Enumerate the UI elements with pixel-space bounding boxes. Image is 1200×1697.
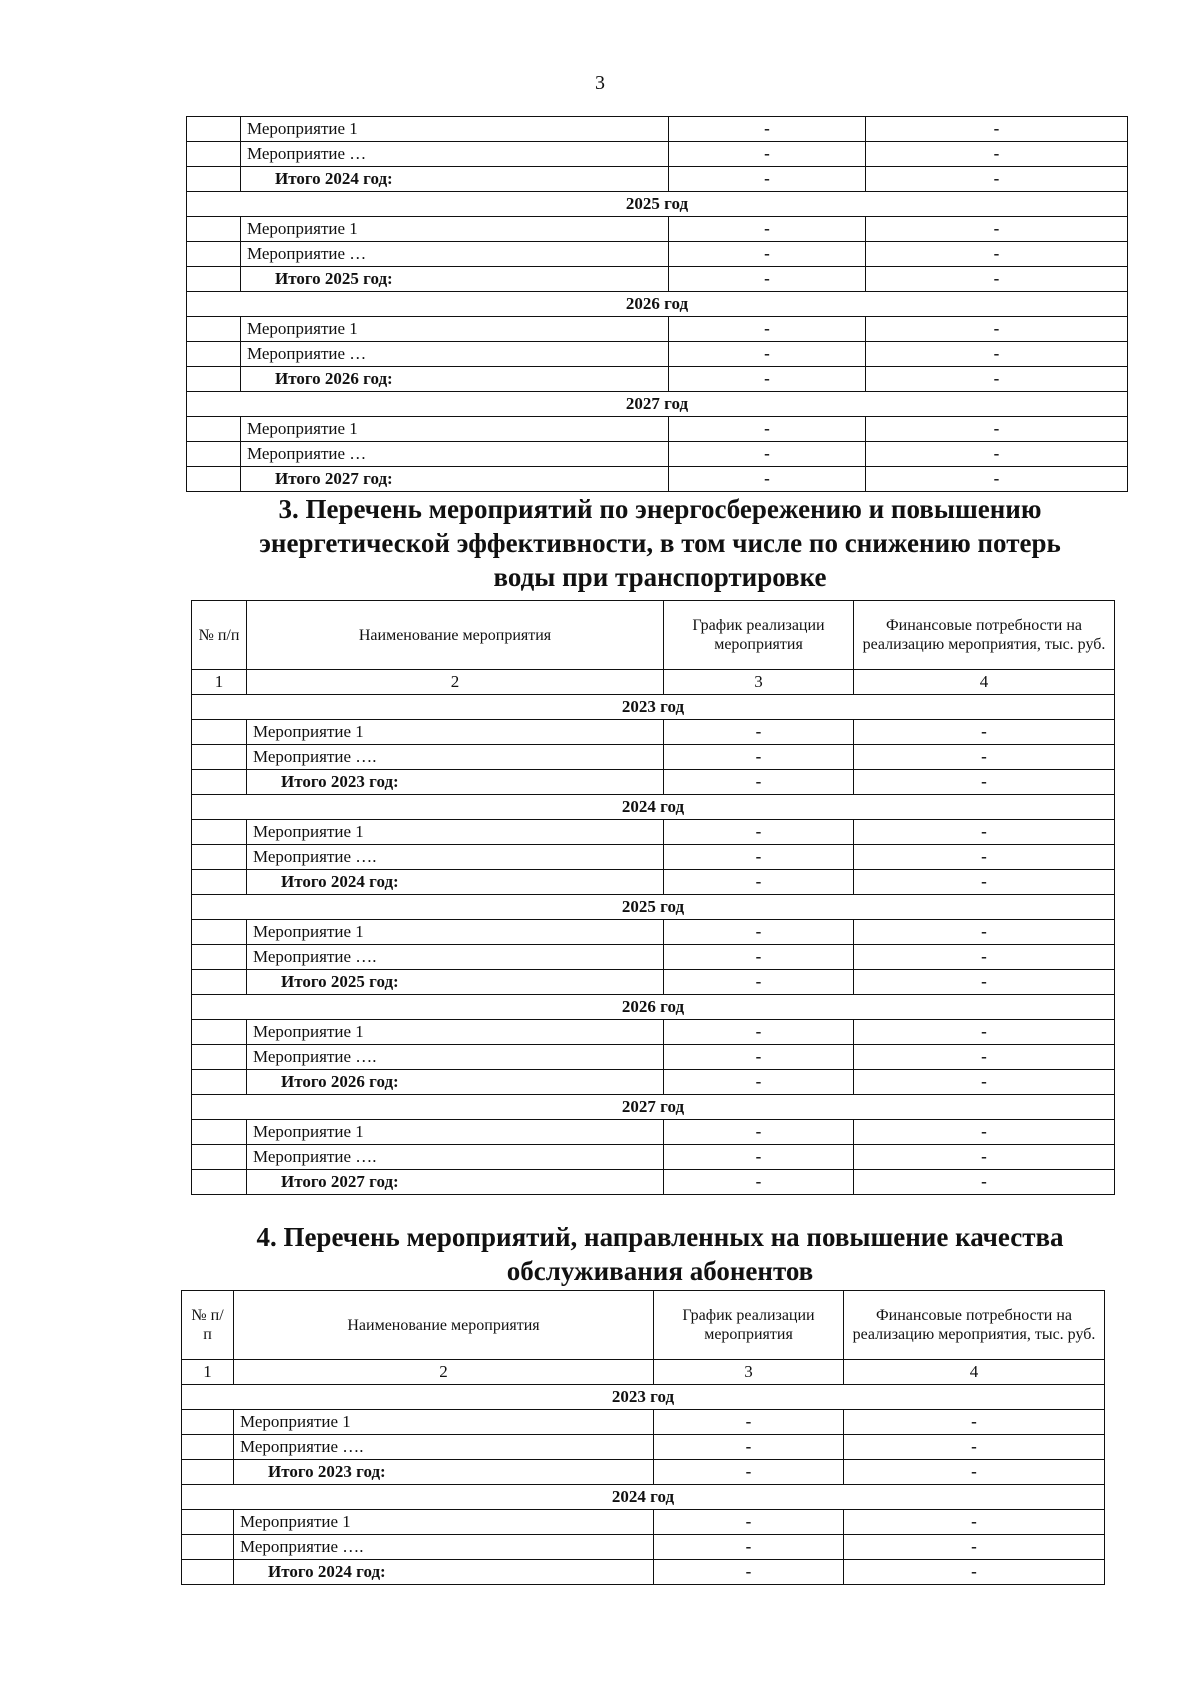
year-row <box>192 995 1115 1020</box>
finance-cell: - <box>844 1435 1105 1460</box>
finance-cell: - <box>854 845 1115 870</box>
finance-cell: - <box>866 467 1128 492</box>
event-name: Мероприятие 1 <box>234 1410 654 1435</box>
schedule-cell: - <box>664 1170 854 1195</box>
schedule-cell: - <box>669 167 866 192</box>
total-row <box>192 970 1115 995</box>
row-number-cell <box>187 217 241 242</box>
year-row <box>192 695 1115 720</box>
row-number-cell <box>192 1170 247 1195</box>
row-number-cell <box>182 1510 234 1535</box>
row-number-cell <box>182 1535 234 1560</box>
year-label: 2027 год <box>192 1095 1115 1120</box>
finance-cell: - <box>854 820 1115 845</box>
row-number-cell <box>187 342 241 367</box>
finance-cell: - <box>866 442 1128 467</box>
col-number: 2 <box>247 670 664 695</box>
schedule-cell: - <box>654 1560 844 1585</box>
year-row <box>187 292 1128 317</box>
total-label: Итого 2027 год: <box>241 467 669 492</box>
total-label: Итого 2024 год: <box>241 167 669 192</box>
table-row <box>182 1410 1105 1435</box>
table-body <box>192 695 1115 1195</box>
table-row <box>192 720 1115 745</box>
total-row <box>192 1170 1115 1195</box>
header-num: № п/п <box>182 1291 234 1360</box>
schedule-cell: - <box>664 970 854 995</box>
table-row <box>192 920 1115 945</box>
total-label: Итого 2024 год: <box>247 870 664 895</box>
year-row <box>192 795 1115 820</box>
schedule-cell: - <box>664 820 854 845</box>
row-number-cell <box>187 142 241 167</box>
col-number: 2 <box>234 1360 654 1385</box>
year-row <box>182 1485 1105 1510</box>
table-row <box>192 945 1115 970</box>
section-3-heading-line-1: 3. Перечень мероприятий по энергосбережению и повышению <box>278 494 1042 524</box>
table-body <box>182 1385 1105 1585</box>
schedule-cell: - <box>669 242 866 267</box>
year-label: 2027 год <box>187 392 1128 417</box>
table-row <box>187 442 1128 467</box>
event-name: Мероприятие … <box>241 442 669 467</box>
year-row <box>187 392 1128 417</box>
total-label: Итого 2023 год: <box>247 770 664 795</box>
year-row <box>187 192 1128 217</box>
year-label: 2026 год <box>192 995 1115 1020</box>
section-4-heading-line-1: 4. Перечень мероприятий, направленных на повышение качества <box>256 1222 1064 1252</box>
event-name: Мероприятие …. <box>234 1535 654 1560</box>
table-row <box>182 1435 1105 1460</box>
total-label: Итого 2027 год: <box>247 1170 664 1195</box>
row-number-cell <box>187 367 241 392</box>
table-row <box>187 117 1128 142</box>
table-row <box>182 1535 1105 1560</box>
total-row <box>192 770 1115 795</box>
event-name: Мероприятие 1 <box>241 317 669 342</box>
event-name: Мероприятие 1 <box>241 117 669 142</box>
event-name: Мероприятие …. <box>247 745 664 770</box>
row-number-cell <box>192 1045 247 1070</box>
table-row <box>192 1045 1115 1070</box>
finance-cell: - <box>866 142 1128 167</box>
row-number-cell <box>182 1560 234 1585</box>
finance-cell: - <box>844 1410 1105 1435</box>
event-name: Мероприятие …. <box>247 1145 664 1170</box>
finance-cell: - <box>866 167 1128 192</box>
page-number: 3 <box>595 72 605 94</box>
row-number-cell <box>192 970 247 995</box>
header-schedule: График реализации мероприятия <box>654 1291 844 1360</box>
row-number-cell <box>187 267 241 292</box>
row-number-cell <box>192 1145 247 1170</box>
finance-cell: - <box>866 317 1128 342</box>
event-name: Мероприятие …. <box>247 945 664 970</box>
col-number: 4 <box>844 1360 1105 1385</box>
row-number-cell <box>187 117 241 142</box>
table-row <box>187 417 1128 442</box>
year-label: 2024 год <box>182 1485 1105 1510</box>
total-row <box>187 367 1128 392</box>
year-label: 2023 год <box>182 1385 1105 1410</box>
header-finance: Финансовые потребности на реализацию мероприятия, тыс. руб. <box>854 601 1115 670</box>
finance-cell: - <box>866 367 1128 392</box>
row-number-cell <box>182 1460 234 1485</box>
table-row <box>192 845 1115 870</box>
year-row <box>192 1095 1115 1120</box>
event-name: Мероприятие 1 <box>247 820 664 845</box>
row-number-cell <box>192 1070 247 1095</box>
event-name: Мероприятие …. <box>234 1435 654 1460</box>
finance-cell: - <box>866 117 1128 142</box>
col-number: 3 <box>664 670 854 695</box>
schedule-cell: - <box>654 1460 844 1485</box>
total-row <box>182 1560 1105 1585</box>
table-header <box>182 1291 1105 1385</box>
finance-cell: - <box>854 945 1115 970</box>
total-label: Итого 2023 год: <box>234 1460 654 1485</box>
finance-cell: - <box>854 745 1115 770</box>
table-row <box>182 1510 1105 1535</box>
event-name: Мероприятие … <box>241 242 669 267</box>
row-number-cell <box>182 1410 234 1435</box>
finance-cell: - <box>844 1535 1105 1560</box>
row-number-cell <box>187 242 241 267</box>
table-row <box>192 1020 1115 1045</box>
column-number-row <box>182 1360 1105 1385</box>
finance-cell: - <box>854 1120 1115 1145</box>
row-number-cell <box>192 820 247 845</box>
row-number-cell <box>187 417 241 442</box>
row-number-cell <box>192 870 247 895</box>
schedule-cell: - <box>664 1020 854 1045</box>
row-number-cell <box>182 1435 234 1460</box>
schedule-cell: - <box>664 1120 854 1145</box>
table-row <box>187 217 1128 242</box>
total-label: Итого 2026 год: <box>247 1070 664 1095</box>
service-quality-events-table <box>181 1290 1105 1585</box>
header-schedule: График реализации мероприятия <box>664 601 854 670</box>
schedule-cell: - <box>664 845 854 870</box>
year-label: 2024 год <box>192 795 1115 820</box>
total-label: Итого 2025 год: <box>241 267 669 292</box>
table-body <box>187 117 1128 492</box>
finance-cell: - <box>854 1020 1115 1045</box>
table-row <box>187 242 1128 267</box>
col-number: 1 <box>192 670 247 695</box>
total-row <box>187 467 1128 492</box>
event-name: Мероприятие …. <box>247 845 664 870</box>
finance-cell: - <box>866 417 1128 442</box>
event-name: Мероприятие … <box>241 342 669 367</box>
schedule-cell: - <box>669 342 866 367</box>
schedule-cell: - <box>664 1070 854 1095</box>
event-name: Мероприятие 1 <box>241 417 669 442</box>
finance-cell: - <box>854 1145 1115 1170</box>
schedule-cell: - <box>669 467 866 492</box>
header-name: Наименование мероприятия <box>247 601 664 670</box>
header-row <box>182 1291 1105 1360</box>
row-number-cell <box>192 1020 247 1045</box>
schedule-cell: - <box>664 720 854 745</box>
schedule-cell: - <box>654 1510 844 1535</box>
schedule-cell: - <box>664 745 854 770</box>
finance-cell: - <box>854 870 1115 895</box>
row-number-cell <box>192 720 247 745</box>
event-name: Мероприятие 1 <box>234 1510 654 1535</box>
event-name: Мероприятие … <box>241 142 669 167</box>
row-number-cell <box>192 845 247 870</box>
row-number-cell <box>192 1120 247 1145</box>
year-label: 2023 год <box>192 695 1115 720</box>
section-4-heading <box>180 1220 1140 1288</box>
schedule-cell: - <box>664 870 854 895</box>
finance-cell: - <box>866 217 1128 242</box>
event-name: Мероприятие …. <box>247 1045 664 1070</box>
events-table-continued <box>186 116 1128 492</box>
total-row <box>192 1070 1115 1095</box>
total-label: Итого 2026 год: <box>241 367 669 392</box>
section-3-heading-line-2: энергетической эффективности, в том числе по снижению потерь <box>259 528 1061 558</box>
schedule-cell: - <box>664 920 854 945</box>
table-row <box>187 342 1128 367</box>
finance-cell: - <box>854 970 1115 995</box>
header-name: Наименование мероприятия <box>234 1291 654 1360</box>
year-row <box>192 895 1115 920</box>
finance-cell: - <box>854 770 1115 795</box>
finance-cell: - <box>854 1070 1115 1095</box>
event-name: Мероприятие 1 <box>247 920 664 945</box>
schedule-cell: - <box>669 117 866 142</box>
total-row <box>187 267 1128 292</box>
schedule-cell: - <box>669 267 866 292</box>
row-number-cell <box>192 770 247 795</box>
total-label: Итого 2024 год: <box>234 1560 654 1585</box>
table-header <box>192 601 1115 695</box>
table-row <box>192 1145 1115 1170</box>
section-3-heading-line-3: воды при транспортировке <box>493 562 827 592</box>
header-finance: Финансовые потребности на реализацию мероприятия, тыс. руб. <box>844 1291 1105 1360</box>
schedule-cell: - <box>669 217 866 242</box>
column-number-row <box>192 670 1115 695</box>
row-number-cell <box>192 745 247 770</box>
schedule-cell: - <box>664 1045 854 1070</box>
finance-cell: - <box>854 1045 1115 1070</box>
finance-cell: - <box>844 1460 1105 1485</box>
finance-cell: - <box>866 267 1128 292</box>
row-number-cell <box>192 945 247 970</box>
table-row <box>192 745 1115 770</box>
table-row <box>187 317 1128 342</box>
finance-cell: - <box>854 720 1115 745</box>
col-number: 4 <box>854 670 1115 695</box>
row-number-cell <box>187 317 241 342</box>
table-row <box>192 1120 1115 1145</box>
event-name: Мероприятие 1 <box>247 1120 664 1145</box>
table-row <box>187 142 1128 167</box>
year-label: 2025 год <box>192 895 1115 920</box>
year-label: 2026 год <box>187 292 1128 317</box>
finance-cell: - <box>866 242 1128 267</box>
finance-cell: - <box>844 1560 1105 1585</box>
section-3-heading <box>180 492 1140 594</box>
event-name: Мероприятие 1 <box>247 720 664 745</box>
header-row <box>192 601 1115 670</box>
schedule-cell: - <box>664 1145 854 1170</box>
schedule-cell: - <box>654 1435 844 1460</box>
finance-cell: - <box>854 920 1115 945</box>
row-number-cell <box>187 442 241 467</box>
schedule-cell: - <box>669 367 866 392</box>
finance-cell: - <box>866 342 1128 367</box>
total-row <box>192 870 1115 895</box>
row-number-cell <box>187 467 241 492</box>
schedule-cell: - <box>664 770 854 795</box>
year-row <box>182 1385 1105 1410</box>
schedule-cell: - <box>669 417 866 442</box>
schedule-cell: - <box>669 142 866 167</box>
header-num: № п/п <box>192 601 247 670</box>
row-number-cell <box>187 167 241 192</box>
schedule-cell: - <box>654 1535 844 1560</box>
total-label: Итого 2025 год: <box>247 970 664 995</box>
row-number-cell <box>192 920 247 945</box>
total-row <box>182 1460 1105 1485</box>
col-number: 1 <box>182 1360 234 1385</box>
energy-saving-events-table <box>191 600 1115 1195</box>
schedule-cell: - <box>669 442 866 467</box>
section-4-heading-line-2: обслуживания абонентов <box>506 1256 814 1286</box>
year-label: 2025 год <box>187 192 1128 217</box>
table-row <box>192 820 1115 845</box>
schedule-cell: - <box>669 317 866 342</box>
event-name: Мероприятие 1 <box>241 217 669 242</box>
col-number: 3 <box>654 1360 844 1385</box>
finance-cell: - <box>854 1170 1115 1195</box>
event-name: Мероприятие 1 <box>247 1020 664 1045</box>
total-row <box>187 167 1128 192</box>
schedule-cell: - <box>654 1410 844 1435</box>
finance-cell: - <box>844 1510 1105 1535</box>
schedule-cell: - <box>664 945 854 970</box>
